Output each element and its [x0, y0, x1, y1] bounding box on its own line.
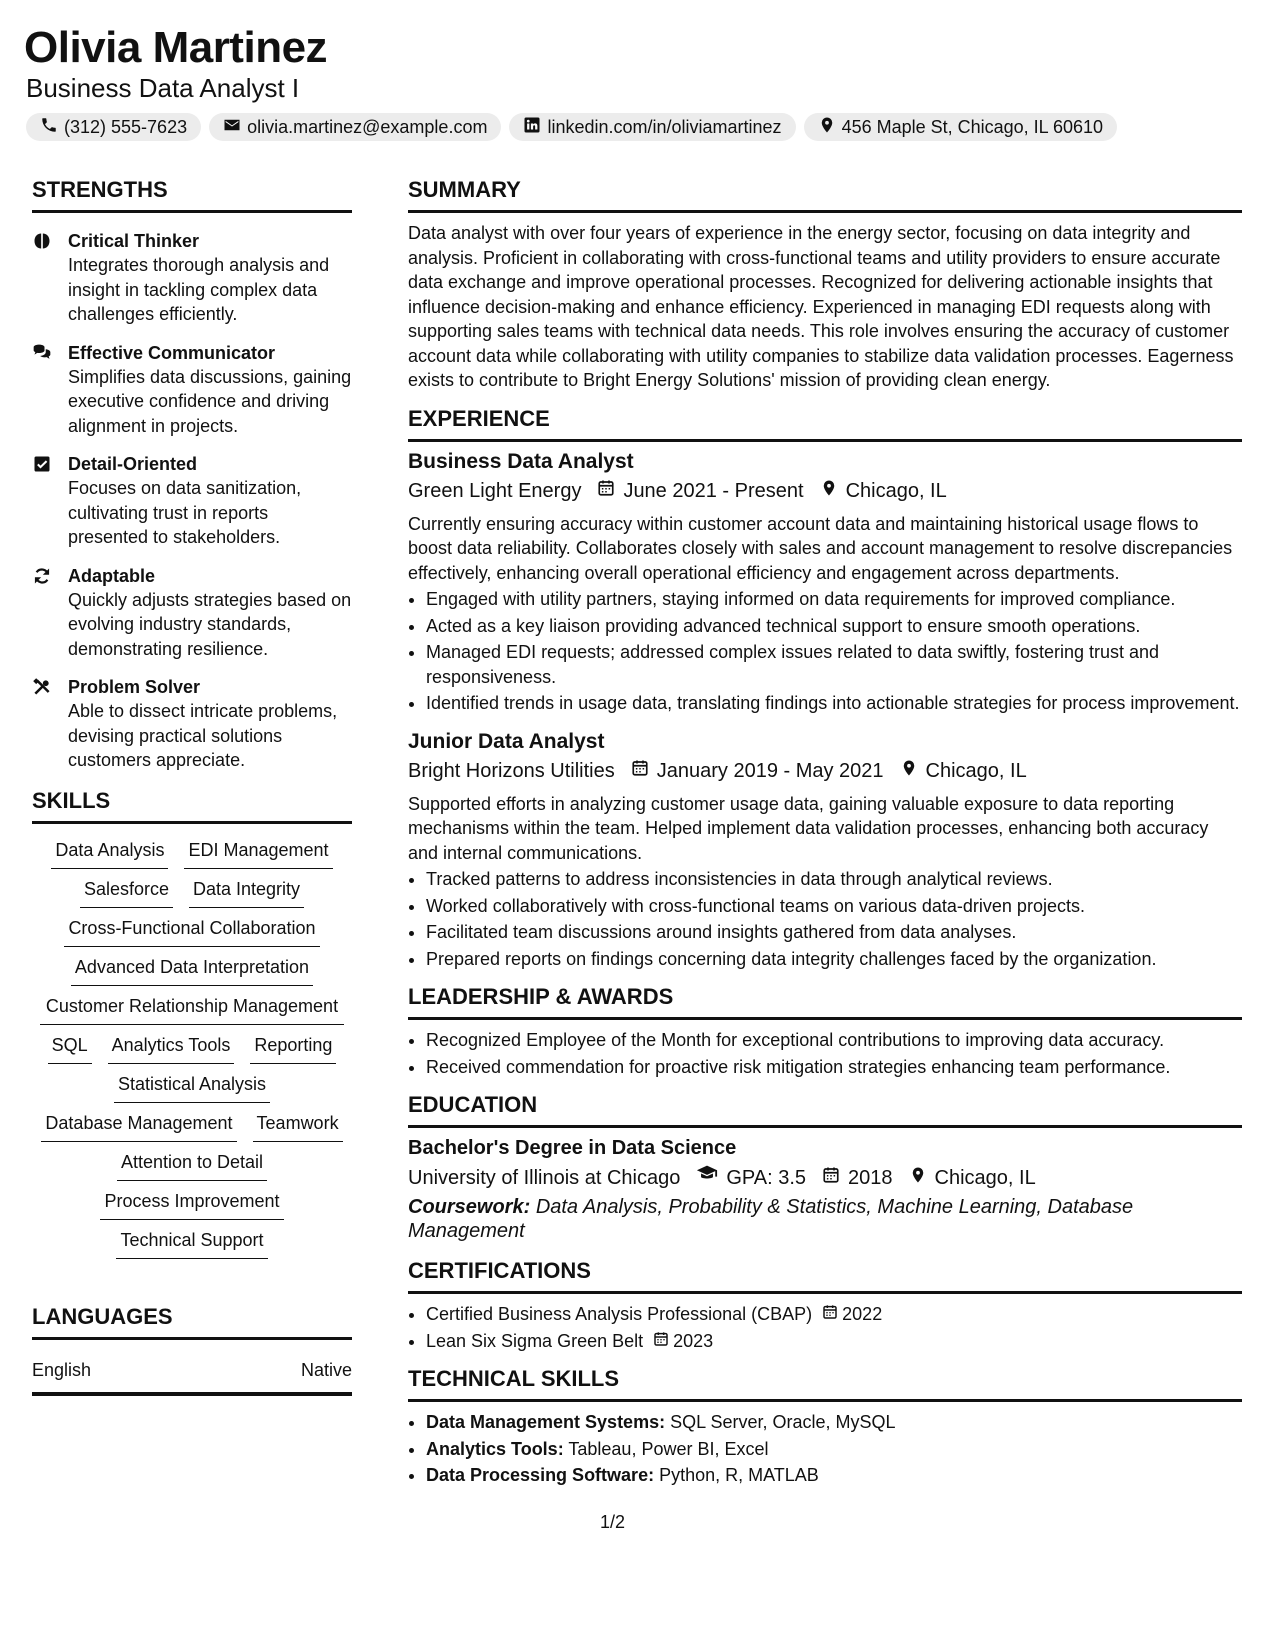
certification-item	[426, 1302, 1242, 1327]
checkbox-icon	[32, 452, 58, 550]
job-title: Business Data Analyst	[408, 449, 634, 473]
skill-tag: Analytics Tools	[108, 1033, 235, 1064]
job-title: Junior Data Analyst	[408, 729, 605, 753]
education-gpa: GPA: 3.5	[726, 1166, 807, 1189]
leadership-heading: LEADERSHIP & AWARDS	[408, 983, 1242, 1020]
job-location: Chicago, IL	[925, 759, 1027, 782]
skills-heading: SKILLS	[32, 787, 352, 824]
leadership-item: • Received commendation for proactive risk mitigation strategies enhancing team performance.	[426, 1055, 1242, 1080]
phone-text: (312) 555-7623	[64, 116, 188, 137]
contact-email[interactable]	[209, 113, 501, 141]
left-column	[32, 176, 352, 1396]
certifications-heading: CERTIFICATIONS	[408, 1257, 1242, 1294]
certification-year: 2023	[673, 1330, 714, 1351]
languages-heading: LANGUAGES	[32, 1303, 352, 1340]
technical-skill-item	[426, 1410, 1242, 1435]
job-bullet: • Acted as a key liaison providing advanced technical support to ensure smooth operations.	[426, 614, 1242, 639]
skill-tag: Salesforce	[80, 877, 173, 908]
skill-tag: Database Management	[41, 1111, 236, 1142]
contact-bar	[26, 113, 1117, 141]
skill-tag: SQL	[48, 1033, 92, 1064]
certification-name: Certified Business Analysis Professional (CBAP)	[426, 1304, 813, 1324]
education-degree: Bachelor's Degree in Data Science	[408, 1137, 737, 1159]
experience-heading: EXPERIENCE	[408, 405, 1242, 442]
calendar-icon	[623, 756, 649, 786]
email-text: olivia.martinez@example.com	[247, 116, 488, 137]
skill-tag: Statistical Analysis	[114, 1072, 270, 1103]
strength-item	[32, 341, 352, 439]
job-bullet: • Engaged with utility partners, staying informed on data requirements for improved compliance.	[426, 587, 1242, 612]
language-level: Native	[300, 1359, 352, 1380]
language-row	[32, 1352, 352, 1396]
contact-address[interactable]	[804, 113, 1118, 141]
tools-icon	[32, 675, 58, 773]
strengths-heading: STRENGTHS	[32, 176, 352, 213]
job-bullet: • Worked collaboratively with cross-functional teams on various data-driven projects.	[426, 894, 1242, 919]
skill-tag: Data Analysis	[51, 838, 168, 869]
job-bullet: • Tracked patterns to address inconsistencies in data through analytical reviews.	[426, 867, 1242, 892]
strength-item	[32, 452, 352, 550]
education-coursework	[408, 1195, 1242, 1243]
calendar-icon	[589, 476, 615, 506]
job-bullet: • Identified trends in usage data, translating findings into actionable strategies for process improvement.	[426, 691, 1242, 716]
calendar-icon	[814, 1163, 840, 1193]
contact-phone[interactable]	[26, 113, 201, 141]
candidate-name: Olivia Martinez	[24, 23, 328, 72]
contact-linkedin[interactable]	[509, 113, 795, 141]
skill-tag: Data Integrity	[189, 877, 304, 908]
map-marker-icon	[818, 116, 836, 139]
job-bullet: • Managed EDI requests; addressed complex issues related to data swiftly, fostering trust and responsiveness.	[426, 640, 1242, 689]
technical-skill-value: Tableau, Power BI, Excel	[568, 1438, 769, 1459]
certifications-list	[408, 1302, 1242, 1353]
technical-skill-item	[426, 1437, 1242, 1462]
job-meta	[408, 476, 1242, 506]
job-location: Chicago, IL	[845, 479, 947, 502]
job-description: Supported efforts in analyzing customer usage data, gaining valuable exposure to data reporting mechanisms within the team. Helped implement data validation processes, enhancing both accuracy and internal communications.	[408, 793, 1209, 863]
education-heading: EDUCATION	[408, 1091, 1242, 1128]
education-location: Chicago, IL	[934, 1166, 1036, 1189]
strength-item	[32, 564, 352, 662]
strength-desc: Able to dissect intricate problems, devising practical solutions customers appreciate.	[68, 701, 338, 770]
strength-desc: Integrates thorough analysis and insight in tackling complex data challenges efficiently.	[68, 255, 330, 324]
job-bullets	[408, 587, 1242, 716]
coursework-text: Data Analysis, Probability & Statistics, Machine Learning, Database Management	[408, 1196, 1134, 1242]
job-meta	[408, 756, 1242, 786]
coursework-label: Coursework:	[408, 1196, 531, 1218]
language-name: English	[32, 1359, 92, 1380]
skill-tag: Attention to Detail	[117, 1150, 267, 1181]
technical-skills-list	[408, 1410, 1242, 1488]
certification-name: Lean Six Sigma Green Belt	[426, 1330, 644, 1351]
map-marker-icon	[812, 476, 838, 506]
summary-text: Data analyst with over four years of experience in the energy sector, focusing on data integrity and analysis. Proficient in collaborating with cross-functional teams and utility providers to ensure accurate data exchange and improve operational processes. Recognized for delivering actionable insights that influence decision-making and enhance efficiency. Experienced in managing EDI requests along with supporting sales teams with technical data needs. This role involves ensuring the accuracy of customer account data while collaborating with utility companies to stabilize data validation processes. Eagerness exists to contribute to Bright Energy Solutions' mission of providing clean energy.	[408, 223, 1234, 390]
job-bullet: • Prepared reports on findings concerning data integrity challenges faced by the organization.	[426, 947, 1242, 972]
strength-desc: Quickly adjusts strategies based on evolving industry standards, demonstrating resilience.	[68, 589, 352, 659]
skill-tag: Reporting	[250, 1033, 336, 1064]
technical-skills-heading: TECHNICAL SKILLS	[408, 1365, 1242, 1402]
phone-icon	[40, 116, 58, 139]
technical-skill-label: Data Management Systems:	[426, 1412, 666, 1432]
education-meta	[408, 1162, 1242, 1193]
skill-tag: Teamwork	[253, 1111, 343, 1142]
leadership-item: • Recognized Employee of the Month for exceptional contributions to improving data accuracy.	[426, 1028, 1242, 1053]
strengths-list	[32, 229, 352, 773]
linkedin-icon	[523, 116, 541, 139]
job-dates: January 2019 - May 2021	[656, 759, 884, 782]
candidate-title: Business Data Analyst I	[26, 73, 300, 103]
technical-skill-label: Analytics Tools:	[426, 1438, 564, 1459]
map-marker-icon	[901, 1163, 927, 1193]
skill-tag: EDI Management	[184, 838, 332, 869]
address-text: 456 Maple St, Chicago, IL 60610	[841, 116, 1104, 137]
strength-title: Critical Thinker	[68, 231, 200, 251]
job-bullets	[408, 867, 1242, 971]
skill-tag: Cross-Functional Collaboration	[64, 916, 319, 947]
strength-desc: Simplifies data discussions, gaining executive confidence and driving alignment in projects.	[68, 366, 352, 436]
education-school: University of Illinois at Chicago	[408, 1166, 681, 1189]
job-company: Green Light Energy	[408, 479, 582, 502]
skill-tag: Customer Relationship Management	[40, 994, 344, 1025]
strength-item	[32, 229, 352, 327]
strength-title: Effective Communicator	[68, 342, 276, 363]
skill-tag: Technical Support	[116, 1228, 267, 1259]
skill-tag: Process Improvement	[100, 1189, 283, 1220]
summary-heading: SUMMARY	[408, 176, 1242, 213]
job-entry	[408, 728, 1242, 972]
strength-desc: Focuses on data sanitization, cultivating trust in reports presented to stakeholders.	[68, 478, 302, 547]
page-number: 1/2	[600, 1512, 626, 1532]
job-bullet: • Facilitated team discussions around insights gathered from data analyses.	[426, 920, 1242, 945]
calendar-icon	[653, 1329, 669, 1354]
strength-item	[32, 675, 352, 773]
linkedin-text: linkedin.com/in/oliviamartinez	[547, 116, 782, 137]
job-dates: June 2021 - Present	[623, 479, 804, 502]
brain-icon	[32, 229, 58, 327]
strength-title: Detail-Oriented	[68, 454, 198, 474]
technical-skill-value: Python, R, MATLAB	[659, 1465, 819, 1485]
leadership-list	[408, 1028, 1242, 1079]
education-year: 2018	[848, 1166, 893, 1189]
graduation-cap-icon	[688, 1162, 718, 1193]
comments-icon	[32, 341, 58, 439]
strength-title: Problem Solver	[68, 677, 201, 697]
certification-item	[426, 1329, 1242, 1354]
technical-skill-item	[426, 1463, 1242, 1488]
map-marker-icon	[892, 756, 918, 786]
technical-skill-label: Data Processing Software:	[426, 1465, 655, 1485]
technical-skill-value: SQL Server, Oracle, MySQL	[670, 1412, 896, 1432]
skills-list	[32, 836, 352, 1269]
calendar-icon	[822, 1302, 838, 1327]
strength-title: Adaptable	[68, 565, 156, 586]
certification-year: 2022	[842, 1304, 883, 1324]
right-column	[408, 176, 1242, 1500]
skill-tag: Advanced Data Interpretation	[71, 955, 313, 986]
job-entry	[408, 448, 1242, 716]
envelope-icon	[223, 116, 241, 139]
job-company: Bright Horizons Utilities	[408, 759, 615, 782]
sync-icon	[32, 564, 58, 662]
job-description: Currently ensuring accuracy within customer account data and maintaining historical usage flows to boost data reliability. Collaborates closely with sales and account management to resolve discrepancies effectively, enhancing overall operational efficiency and engagement across departments.	[408, 513, 1233, 583]
